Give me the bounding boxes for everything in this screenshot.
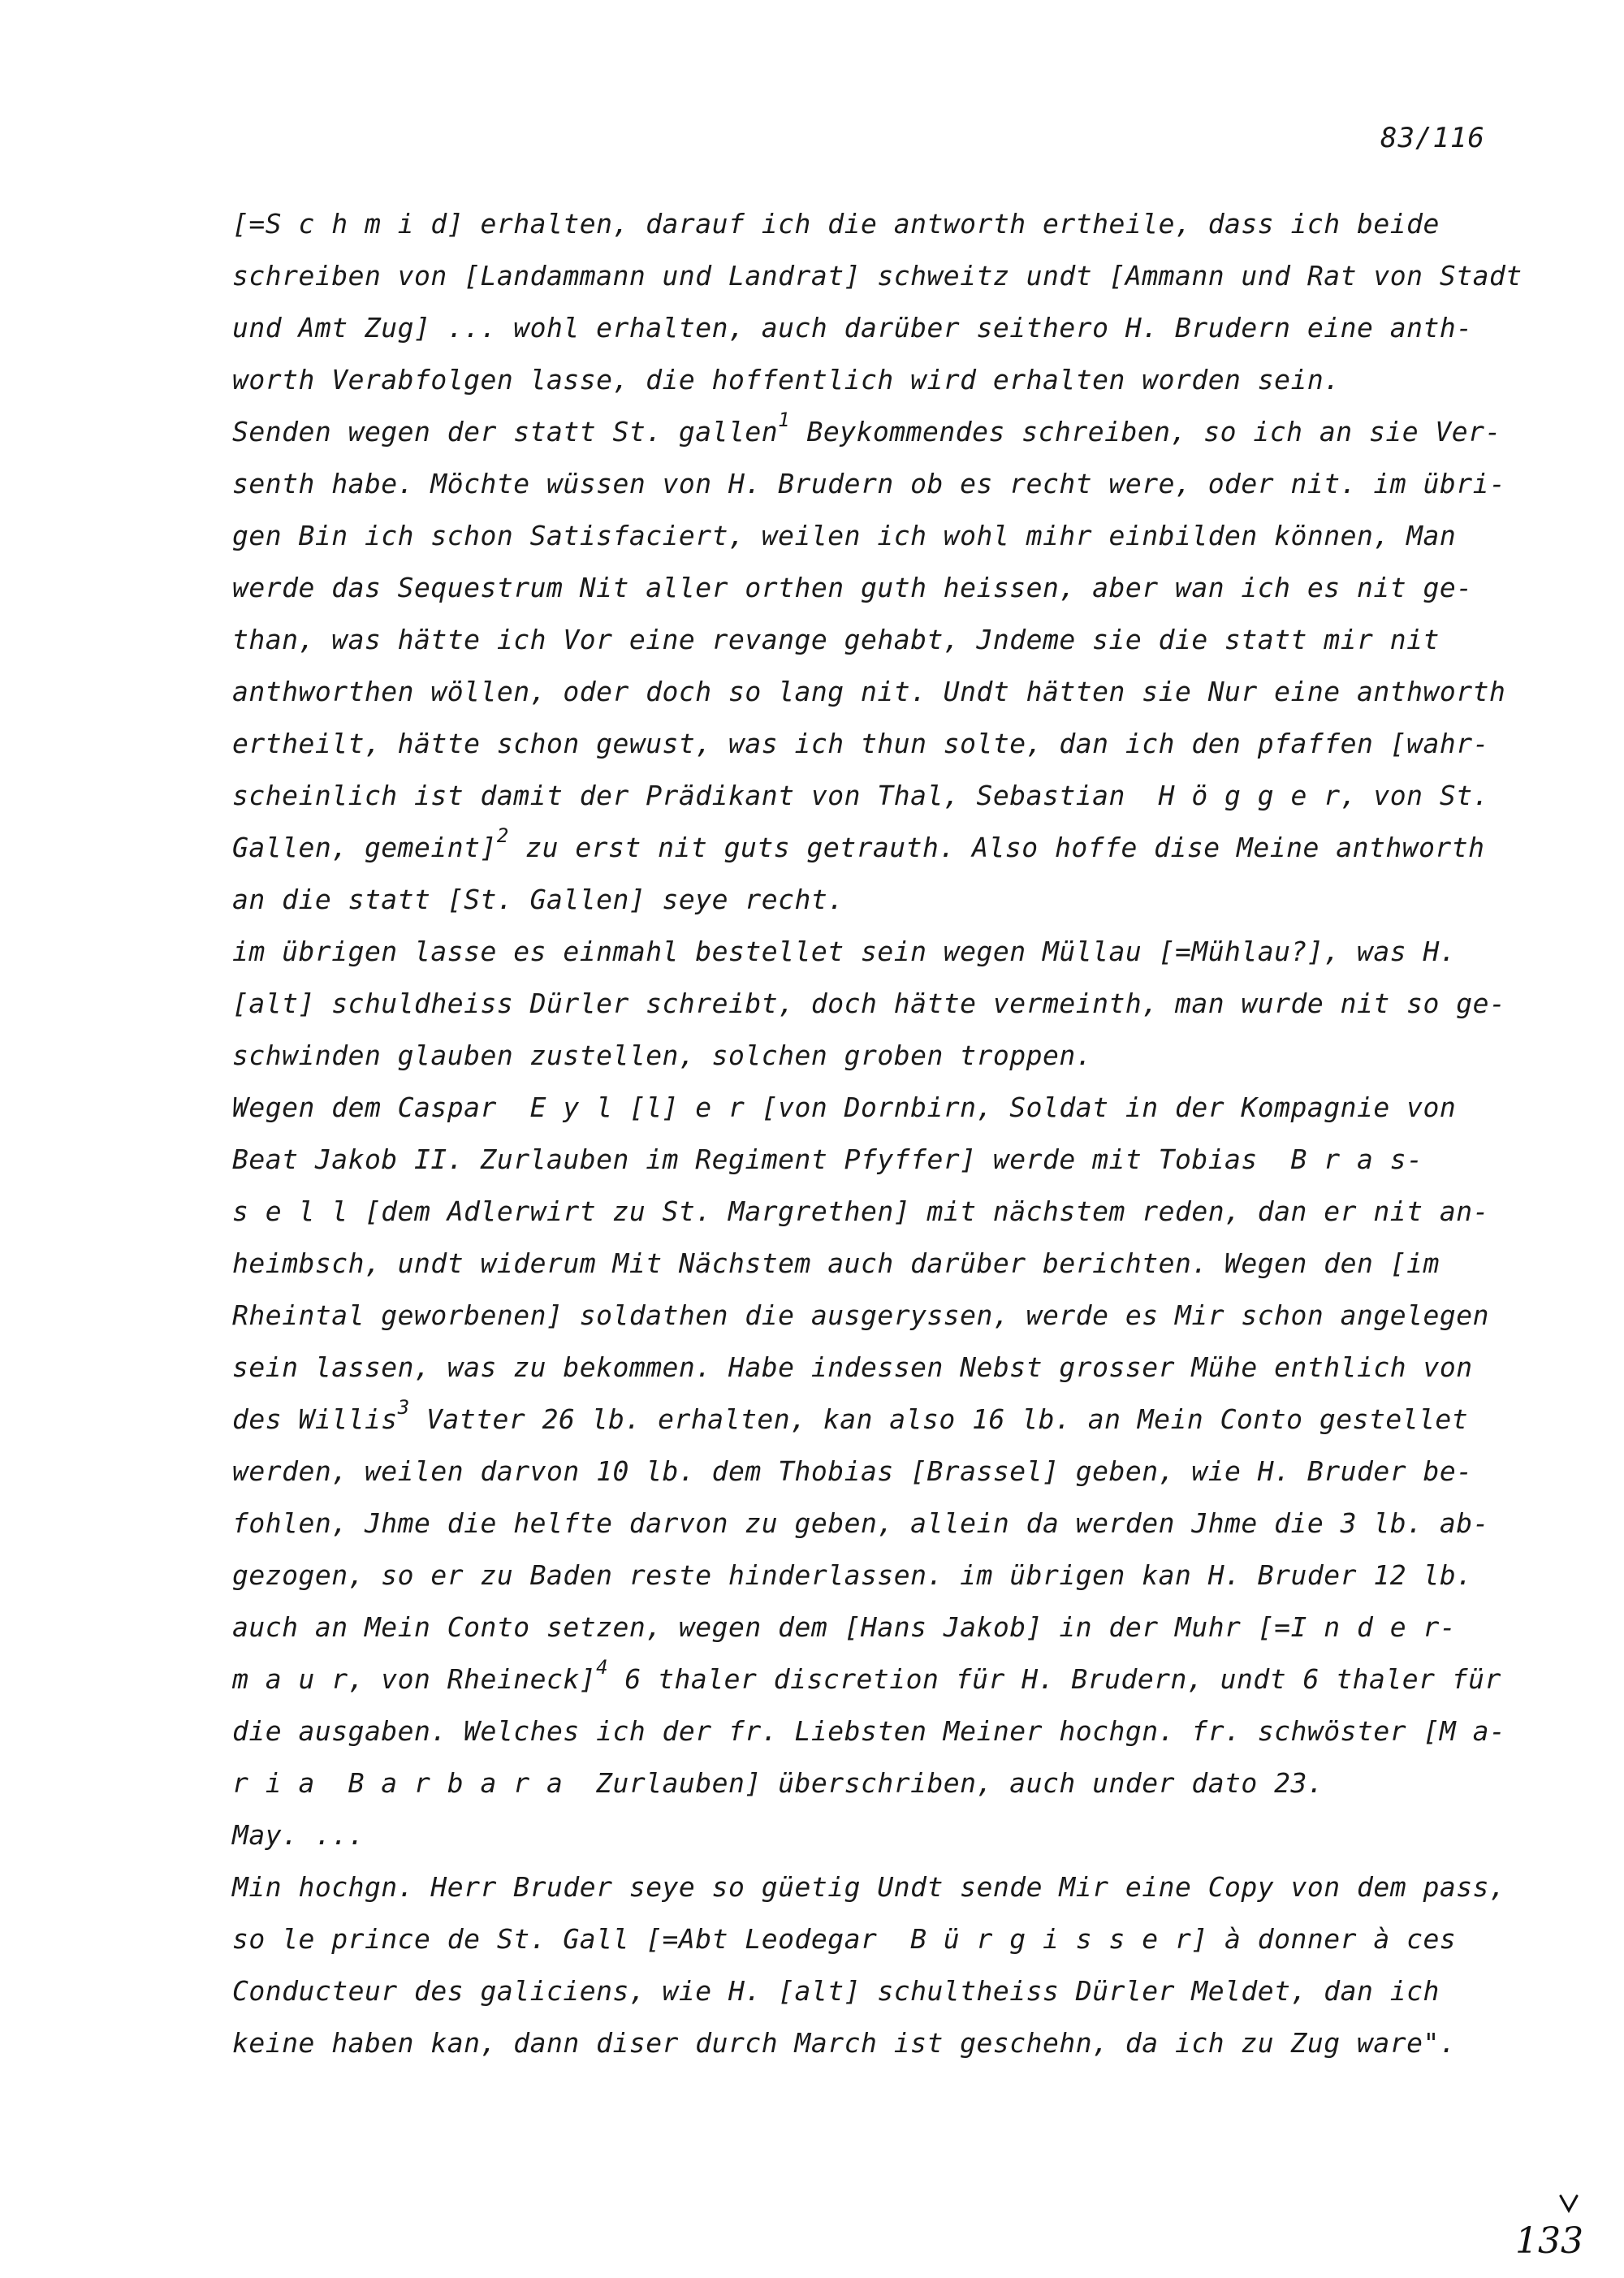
text-segment: 6 thaler discretion für H. Brudern, undt 6 thaler für <box>608 1663 1501 1695</box>
page-number: 83/116 <box>1380 122 1485 154</box>
text-line: senth habe. Möchte wüssen von H. Brudern ob es recht were, oder nit. im übri- <box>232 468 1506 499</box>
text-segment: zu erst nit guts getrauth. Also hoffe dise Meine anthworth <box>508 832 1485 863</box>
folio-number-text: 133 <box>1515 2220 1583 2258</box>
text-line: Conducteur des galiciens, wie H. [alt] schultheiss Dürler Meldet, dan ich <box>232 1975 1440 2007</box>
text-line: [=S c h m i d] erhalten, darauf ich die antworth ertheile, dass ich beide <box>232 208 1440 240</box>
text-line: gezogen, so er zu Baden reste hinderlassen. im übrigen kan H. Bruder 12 lb. <box>232 1559 1473 1591</box>
text-line: anthworthen wöllen, oder doch so lang nit. Undt hätten sie Nur eine anthworth <box>232 676 1506 707</box>
text-line: ertheilt, hätte schon gewust, was ich thun solte, dan ich den pfaffen [wahr- <box>232 728 1489 759</box>
handwritten-folio-number <box>1510 2193 1600 2258</box>
text-line: an die statt [St. Gallen] seye recht. <box>232 884 844 915</box>
transcription-body <box>232 198 1531 2069</box>
footnote-marker: 3 <box>397 1396 410 1419</box>
text-line: r i a B a r b a r a Zurlauben] überschriben, auch under dato 23. <box>232 1767 1324 1799</box>
text-line: Rheintal geworbenen] soldathen die ausgeryssen, werde es Mir schon angelegen <box>232 1299 1489 1331</box>
text-segment: m a u r, von Rheineck] <box>232 1663 597 1695</box>
text-line: Min hochgn. Herr Bruder seye so güetig Undt sende Mir eine Copy von dem pass, <box>232 1871 1506 1903</box>
text-line: s e l l [dem Adlerwirt zu St. Margrethen] mit nächstem reden, dan er nit an- <box>232 1195 1489 1227</box>
text-segment: Vatter 26 lb. erhalten, kan also 16 lb. an Mein Conto gestellet <box>409 1403 1469 1435</box>
text-segment: Senden wegen der statt St. gallen <box>232 416 779 447</box>
text-line-with-footnote <box>232 822 1531 874</box>
text-line-with-footnote <box>232 1653 1531 1705</box>
text-line: May. ... <box>232 1819 365 1851</box>
footnote-marker: 2 <box>496 824 509 847</box>
handwritten-mark-icon <box>1510 2193 1600 2258</box>
text-line: fohlen, Jhme die helfte darvon zu geben, allein da werden Jhme die 3 lb. ab- <box>232 1507 1489 1539</box>
text-line: Wegen dem Caspar E y l [l] e r [von Dornbirn, Soldat in der Kompagnie von <box>232 1091 1457 1123</box>
footnote-marker: 1 <box>778 408 791 431</box>
text-line: so le prince de St. Gall [=Abt Leodegar B ü r g i s s e r] à donner à ces <box>232 1923 1457 1955</box>
text-line: sein lassen, was zu bekommen. Habe indessen Nebst grosser Mühe enthlich von <box>232 1351 1473 1383</box>
text-line: werden, weilen darvon 10 lb. dem Thobias [Brassel] geben, wie H. Bruder be- <box>232 1455 1473 1487</box>
text-line-with-footnote <box>232 406 1531 458</box>
text-line: worth Verabfolgen lasse, die hoffentlich wird erhalten worden sein. <box>232 364 1341 396</box>
text-segment: Beykommendes schreiben, so ich an sie Ver- <box>790 416 1501 447</box>
text-segment: des Willis <box>232 1403 398 1435</box>
text-line: im übrigen lasse es einmahl bestellet sein wegen Müllau [=Mühlau?], was H. <box>232 936 1457 967</box>
footnote-marker: 4 <box>596 1656 609 1679</box>
text-segment: Gallen, gemeint] <box>232 832 497 863</box>
text-line: die ausgaben. Welches ich der fr. Liebsten Meiner hochgn. fr. schwöster [M a- <box>232 1715 1506 1747</box>
text-line: heimbsch, undt widerum Mit Nächstem auch darüber berichten. Wegen den [im <box>232 1247 1440 1279</box>
text-line: Beat Jakob II. Zurlauben im Regiment Pfyffer] werde mit Tobias B r a s- <box>232 1143 1423 1175</box>
text-line: schwinden glauben zustellen, solchen groben troppen. <box>232 1040 1093 1071</box>
text-line-with-footnote <box>232 1394 1531 1446</box>
text-line: gen Bin ich schon Satisfaciert, weilen ich wohl mihr einbilden können, Man <box>232 520 1457 551</box>
text-line: scheinlich ist damit der Prädikant von Thal, Sebastian H ö g g e r, von St. <box>232 780 1489 811</box>
text-line: keine haben kan, dann diser durch March ist geschehn, da ich zu Zug ware". <box>232 2027 1457 2059</box>
text-line: schreiben von [Landammann und Landrat] schweitz undt [Ammann und Rat von Stadt <box>232 260 1522 292</box>
text-line: werde das Sequestrum Nit aller orthen guth heissen, aber wan ich es nit ge- <box>232 572 1473 603</box>
text-line: auch an Mein Conto setzen, wegen dem [Hans Jakob] in der Muhr [=I n d e r- <box>232 1611 1457 1643</box>
text-line: [alt] schuldheiss Dürler schreibt, doch hätte vermeinth, man wurde nit so ge- <box>232 988 1506 1019</box>
text-line: than, was hätte ich Vor eine revange gehabt, Jndeme sie die statt mir nit <box>232 624 1440 655</box>
text-line: und Amt Zug] ... wohl erhalten, auch darüber seithero H. Brudern eine anth- <box>232 312 1473 344</box>
